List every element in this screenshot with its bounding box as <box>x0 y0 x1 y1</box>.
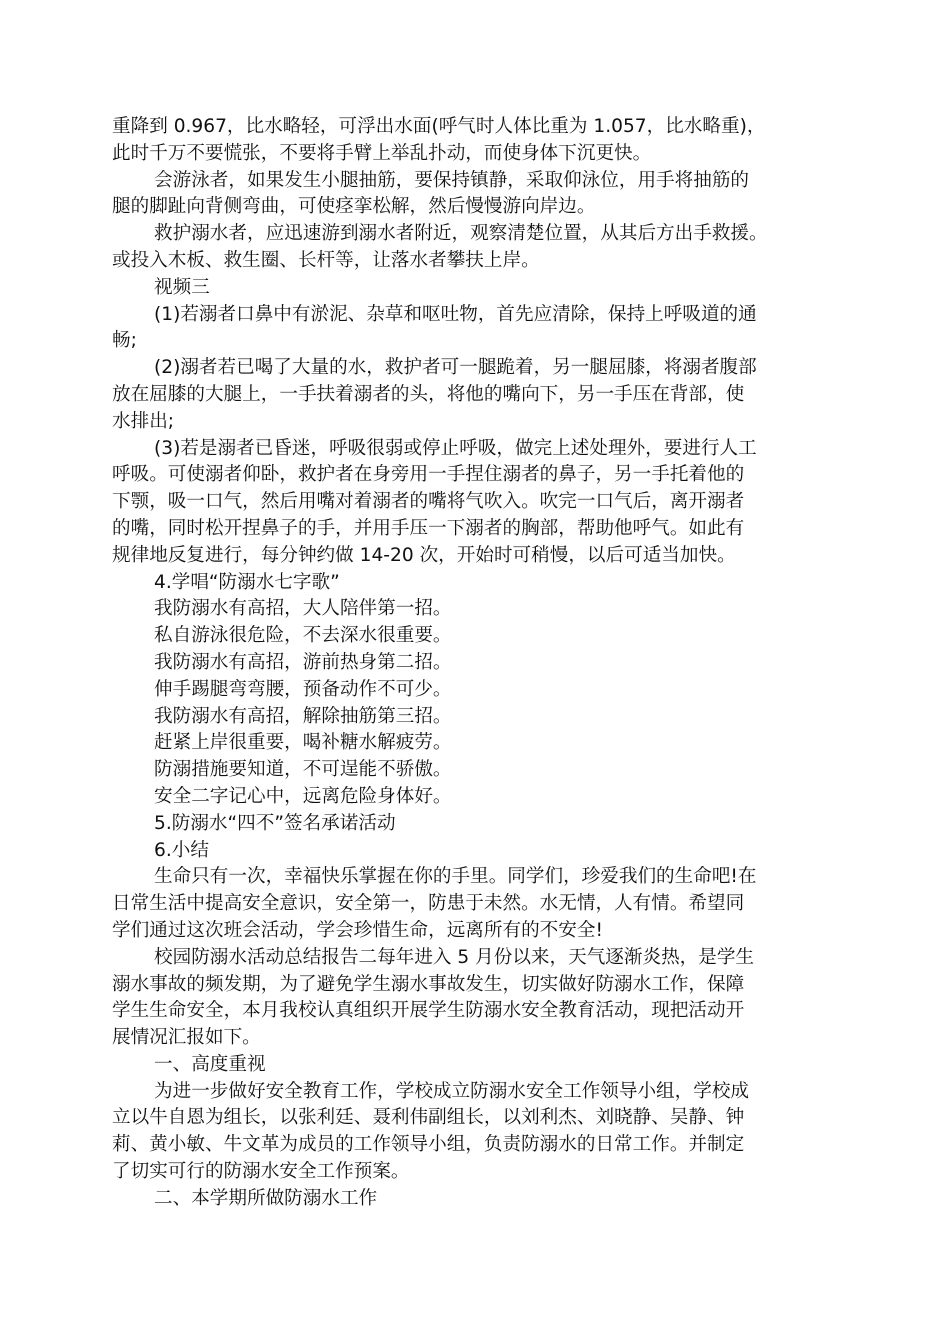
text-line: 救护溺水者，应迅速游到溺水者附近，观察清楚位置，从其后方出手救援。 <box>154 223 768 245</box>
document-body <box>112 114 842 1213</box>
text-line: 畅; <box>112 330 137 352</box>
text-line: 呼吸。可使溺者仰卧，救护者在身旁用一手捏住溺者的鼻子，另一手托着他的 <box>112 464 745 486</box>
text-line: 莉、黄小敏、牛文革为成员的工作领导小组，负责防溺水的日常工作。并制定 <box>112 1134 745 1156</box>
text-line: 规律地反复进行，每分钟约做 14-20 次，开始时可稍慢，以后可适当加快。 <box>112 544 736 566</box>
text-line: 展情况汇报如下。 <box>112 1027 261 1049</box>
text-line: 的嘴，同时松开捏鼻子的手，并用手压一下溺者的胸部，帮助他呼气。如此有 <box>112 517 745 539</box>
text-line: (1)若溺者口鼻中有淤泥、杂草和呕吐物，首先应清除，保持上呼吸道的通 <box>154 303 757 325</box>
text-line: 学生生命安全，本月我校认真组织开展学生防溺水安全教育活动，现把活动开 <box>112 1000 745 1022</box>
text-line: 水排出; <box>112 410 175 432</box>
text-line: 二、本学期所做防溺水工作 <box>154 1187 378 1209</box>
text-line: 4.学唱“防溺水七字歌” <box>154 571 340 593</box>
text-line: 立以牛自恩为组长，以张利廷、聂利伟副组长，以刘利杰、刘晓静、吴静、钟 <box>112 1107 745 1129</box>
text-line: 防溺措施要知道，不可逞能不骄傲。 <box>154 759 452 781</box>
text-line: 我防溺水有高招，大人陪伴第一招。 <box>154 598 452 620</box>
text-line: 生命只有一次，幸福快乐掌握在你的手里。同学们，珍爱我们的生命吧!在 <box>154 866 757 888</box>
text-line: 安全二字记心中，远离危险身体好。 <box>154 785 452 807</box>
text-line: 日常生活中提高安全意识，安全第一，防患于未然。水无情，人有情。希望同 <box>112 893 745 915</box>
text-line: 溺水事故的频发期，为了避免学生溺水事故发生，切实做好防溺水工作，保障 <box>112 973 745 995</box>
text-line: 腿的脚趾向背侧弯曲，可使痉挛松解，然后慢慢游向岸边。 <box>112 196 596 218</box>
text-line: 或投入木板、救生圈、长杆等，让落水者攀扶上岸。 <box>112 249 540 271</box>
text-line: 下颚，吸一口气，然后用嘴对着溺者的嘴将气吹入。吹完一口气后，离开溺者 <box>112 491 745 513</box>
text-line: 视频三 <box>154 276 210 298</box>
text-line: 放在屈膝的大腿上，一手扶着溺者的头，将他的嘴向下，另一手压在背部，使 <box>112 383 745 405</box>
text-line: 重降到 0.967，比水略轻，可浮出水面(呼气时人体比重为 1.057，比水略重)， <box>112 116 766 137</box>
text-line: 一、高度重视 <box>154 1053 266 1075</box>
text-line: 了切实可行的防溺水安全工作预案。 <box>112 1161 410 1183</box>
text-line: 校园防溺水活动总结报告二每年进入 5 月份以来，天气逐渐炎热，是学生 <box>154 946 755 968</box>
text-line: 我防溺水有高招，解除抽筋第三招。 <box>154 705 452 727</box>
text-line: 6.小结 <box>154 839 209 861</box>
text-line: 我防溺水有高招，游前热身第二招。 <box>154 651 452 673</box>
text-line: (2)溺者若已喝了大量的水，救护者可一腿跪着，另一腿屈膝，将溺者腹部 <box>154 357 757 379</box>
text-line: 此时千万不要慌张，不要将手臂上举乱扑动，而使身体下沉更快。 <box>112 142 652 164</box>
text-line: 伸手踢腿弯弯腰，预备动作不可少。 <box>154 678 452 700</box>
text-line: 赶紧上岸很重要，喝补糖水解疲劳。 <box>154 732 452 754</box>
text-line: 为进一步做好安全教育工作，学校成立防溺水安全工作领导小组，学校成 <box>154 1080 750 1102</box>
text-line: 5.防溺水“四不”签名承诺活动 <box>154 812 396 834</box>
text-line: (3)若是溺者已昏迷，呼吸很弱或停止呼吸，做完上述处理外，要进行人工 <box>154 437 757 459</box>
text-line: 私自游泳很危险，不去深水很重要。 <box>154 625 452 647</box>
text-line: 会游泳者，如果发生小腿抽筋，要保持镇静，采取仰泳位，用手将抽筋的 <box>154 169 750 191</box>
text-line: 学们通过这次班会活动，学会珍惜生命，远离所有的不安全! <box>112 919 603 941</box>
